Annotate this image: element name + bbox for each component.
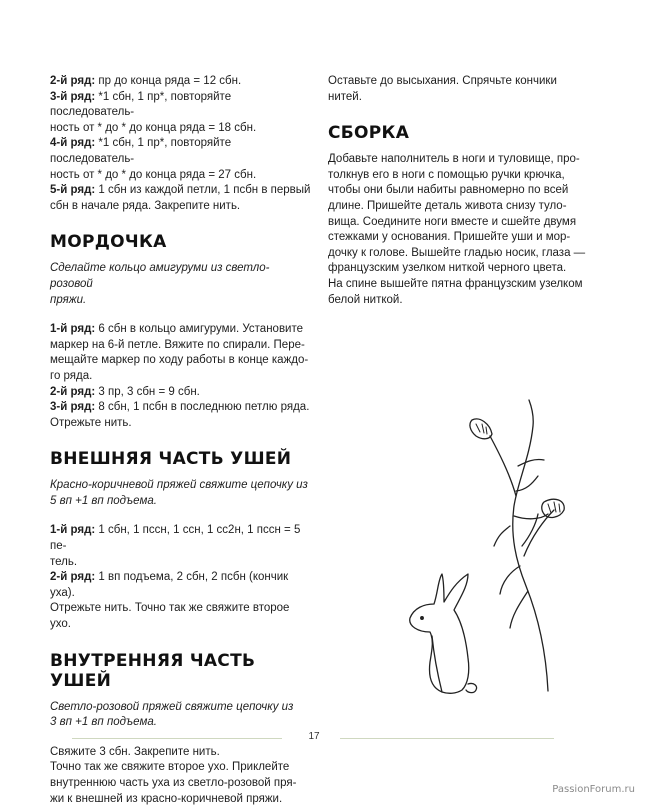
- plant-twig: [518, 459, 544, 466]
- assembly-line: французским узелком ниткой черного цвета.: [328, 262, 567, 275]
- row-5: 5-й ряд: 1 сбн из каждой петли, 1 псбн в первый: [50, 184, 311, 197]
- rabbit-and-plant-drawing-icon: [398, 396, 568, 706]
- outer-ears-row-1-cont: тель.: [50, 555, 78, 568]
- row-3: 3-й ряд: *1 сбн, 1 пр*, повторяйте последователь-: [50, 90, 232, 119]
- row-4-cont: ность от * до * до конца ряда = 27 сбн.: [50, 168, 257, 181]
- plant-twig: [514, 514, 548, 519]
- muzzle-row-1: 1-й ряд: 6 сбн в кольцо амигуруми. Установите: [50, 323, 304, 336]
- plant-stem: [513, 400, 548, 691]
- outer-ears-intro-1: Красно-коричневой пряжей свяжите цепочку из: [50, 479, 308, 492]
- inner-ears-body-3: внутреннюю часть уха из светло-розовой пря-: [50, 777, 297, 789]
- row-2: 2-й ряд: пр до конца ряда = 12 сбн.: [50, 75, 242, 87]
- muzzle-row-2: 2-й ряд: 3 пр, 3 сбн = 9 сбн.: [50, 385, 200, 398]
- right-column: [328, 74, 590, 308]
- leaf-bud-lines: [548, 502, 560, 513]
- assembly-line: дочку к голове. Вышейте гладью носик, глаза —: [328, 246, 586, 259]
- inner-ears-intro-1: Светло-розовой пряжей свяжите цепочку из: [50, 700, 294, 713]
- watermark: PassionForum.ru: [552, 784, 635, 795]
- assembly-line: белой ниткой.: [328, 293, 403, 306]
- outer-ears-intro-2: 5 вп +1 вп подъема.: [50, 494, 157, 507]
- inner-ears-body-2: Точно так же свяжите второе ухо. Приклейте: [50, 761, 290, 774]
- muzzle-row-3-cont: Отрежьте нить.: [50, 416, 132, 429]
- top-rows-block: [50, 74, 312, 214]
- assembly-line: длине. Пришейте деталь живота снизу туло-: [328, 199, 567, 212]
- leaf-bud: [542, 499, 564, 517]
- plant-twig: [510, 591, 528, 628]
- outer-ears-row-2: 2-й ряд: 1 вп подъема, 2 сбн, 2 псбн (кончик уха).: [50, 571, 289, 599]
- leaf-bud-lines: [476, 424, 487, 434]
- leaf-bud: [470, 419, 492, 439]
- outer-ears-row-2-cont-2: ухо.: [50, 618, 71, 631]
- row-5-cont: сбн в начале ряда. Закрепите нить.: [50, 199, 241, 212]
- inner-ears-heading: ВНУТРЕННЯЯ ЧАСТЬ УШЕЙ: [50, 650, 256, 691]
- inner-ears-body-1: Свяжите 3 сбн. Закрепите нить.: [50, 745, 220, 758]
- row-4: 4-й ряд: *1 сбн, 1 пр*, повторяйте последователь-: [50, 137, 232, 165]
- page-number: 17: [308, 731, 320, 742]
- footer-divider-right: [340, 738, 554, 739]
- muzzle-heading: МОРДОЧКА: [50, 232, 167, 253]
- outer-ears-heading: ВНЕШНЯЯ ЧАСТЬ УШЕЙ: [50, 449, 292, 470]
- plant-twig: [500, 566, 520, 594]
- inner-ears-body-4: жи к внешней из красно-коричневой пряжи.: [50, 792, 283, 805]
- assembly-line: На спине вышейте пятна французским узелком: [328, 277, 583, 290]
- outer-ears-row-1: 1-й ряд: 1 сбн, 1 пссн, 1 ссн, 1 сс2н, 1 пссн = 5 пе-: [50, 524, 301, 553]
- rabbit-eye: [421, 617, 424, 620]
- muzzle-row-1-cont-2: мещайте маркер по ходу работы в конце каждо-: [50, 354, 309, 367]
- plant-branch: [490, 436, 516, 496]
- muzzle-row-1-cont-3: го ряда.: [50, 369, 93, 382]
- muzzle-row-3: 3-й ряд: 8 сбн, 1 псбн в последнюю петлю ряда.: [50, 401, 310, 414]
- right-top-line-1: Оставьте до высыхания. Спрячьте кончики: [328, 75, 557, 87]
- rabbit-front-leg: [432, 636, 442, 692]
- assembly-line: чтобы они были набиты равномерно по всей: [328, 184, 569, 197]
- assembly-heading: СБОРКА: [328, 123, 410, 144]
- footer-divider-left: [72, 738, 282, 739]
- assembly-line: толкнув его в ноги с помощью ручки крючка,: [328, 168, 565, 181]
- right-top-line-2: нитей.: [328, 90, 362, 103]
- assembly-line: Добавьте наполнитель в ноги и туловище, про-: [328, 153, 580, 166]
- plant-twig: [494, 526, 510, 546]
- muzzle-row-1-cont-1: маркер на 6-й петле. Вяжите по спирали. Пере-: [50, 338, 305, 351]
- rabbit-outline: [410, 574, 469, 693]
- assembly-line: стежками у основания. Пришейте уши и мор-: [328, 231, 571, 244]
- row-3-cont: ность от * до * до конца ряда = 18 сбн.: [50, 121, 257, 134]
- rabbit-tail: [466, 683, 477, 692]
- inner-ears-intro-2: 3 вп +1 вп подъема.: [50, 716, 157, 729]
- outer-ears-row-2-cont-1: Отрежьте нить. Точно так же свяжите второе: [50, 602, 290, 615]
- muzzle-intro-1: Сделайте кольцо амигуруми из светло-розовой: [50, 262, 270, 290]
- muzzle-intro-2: пряжи.: [50, 293, 87, 306]
- assembly-line: вища. Соедините ноги вместе и сшейте двумя: [328, 215, 577, 228]
- left-column: [50, 74, 312, 807]
